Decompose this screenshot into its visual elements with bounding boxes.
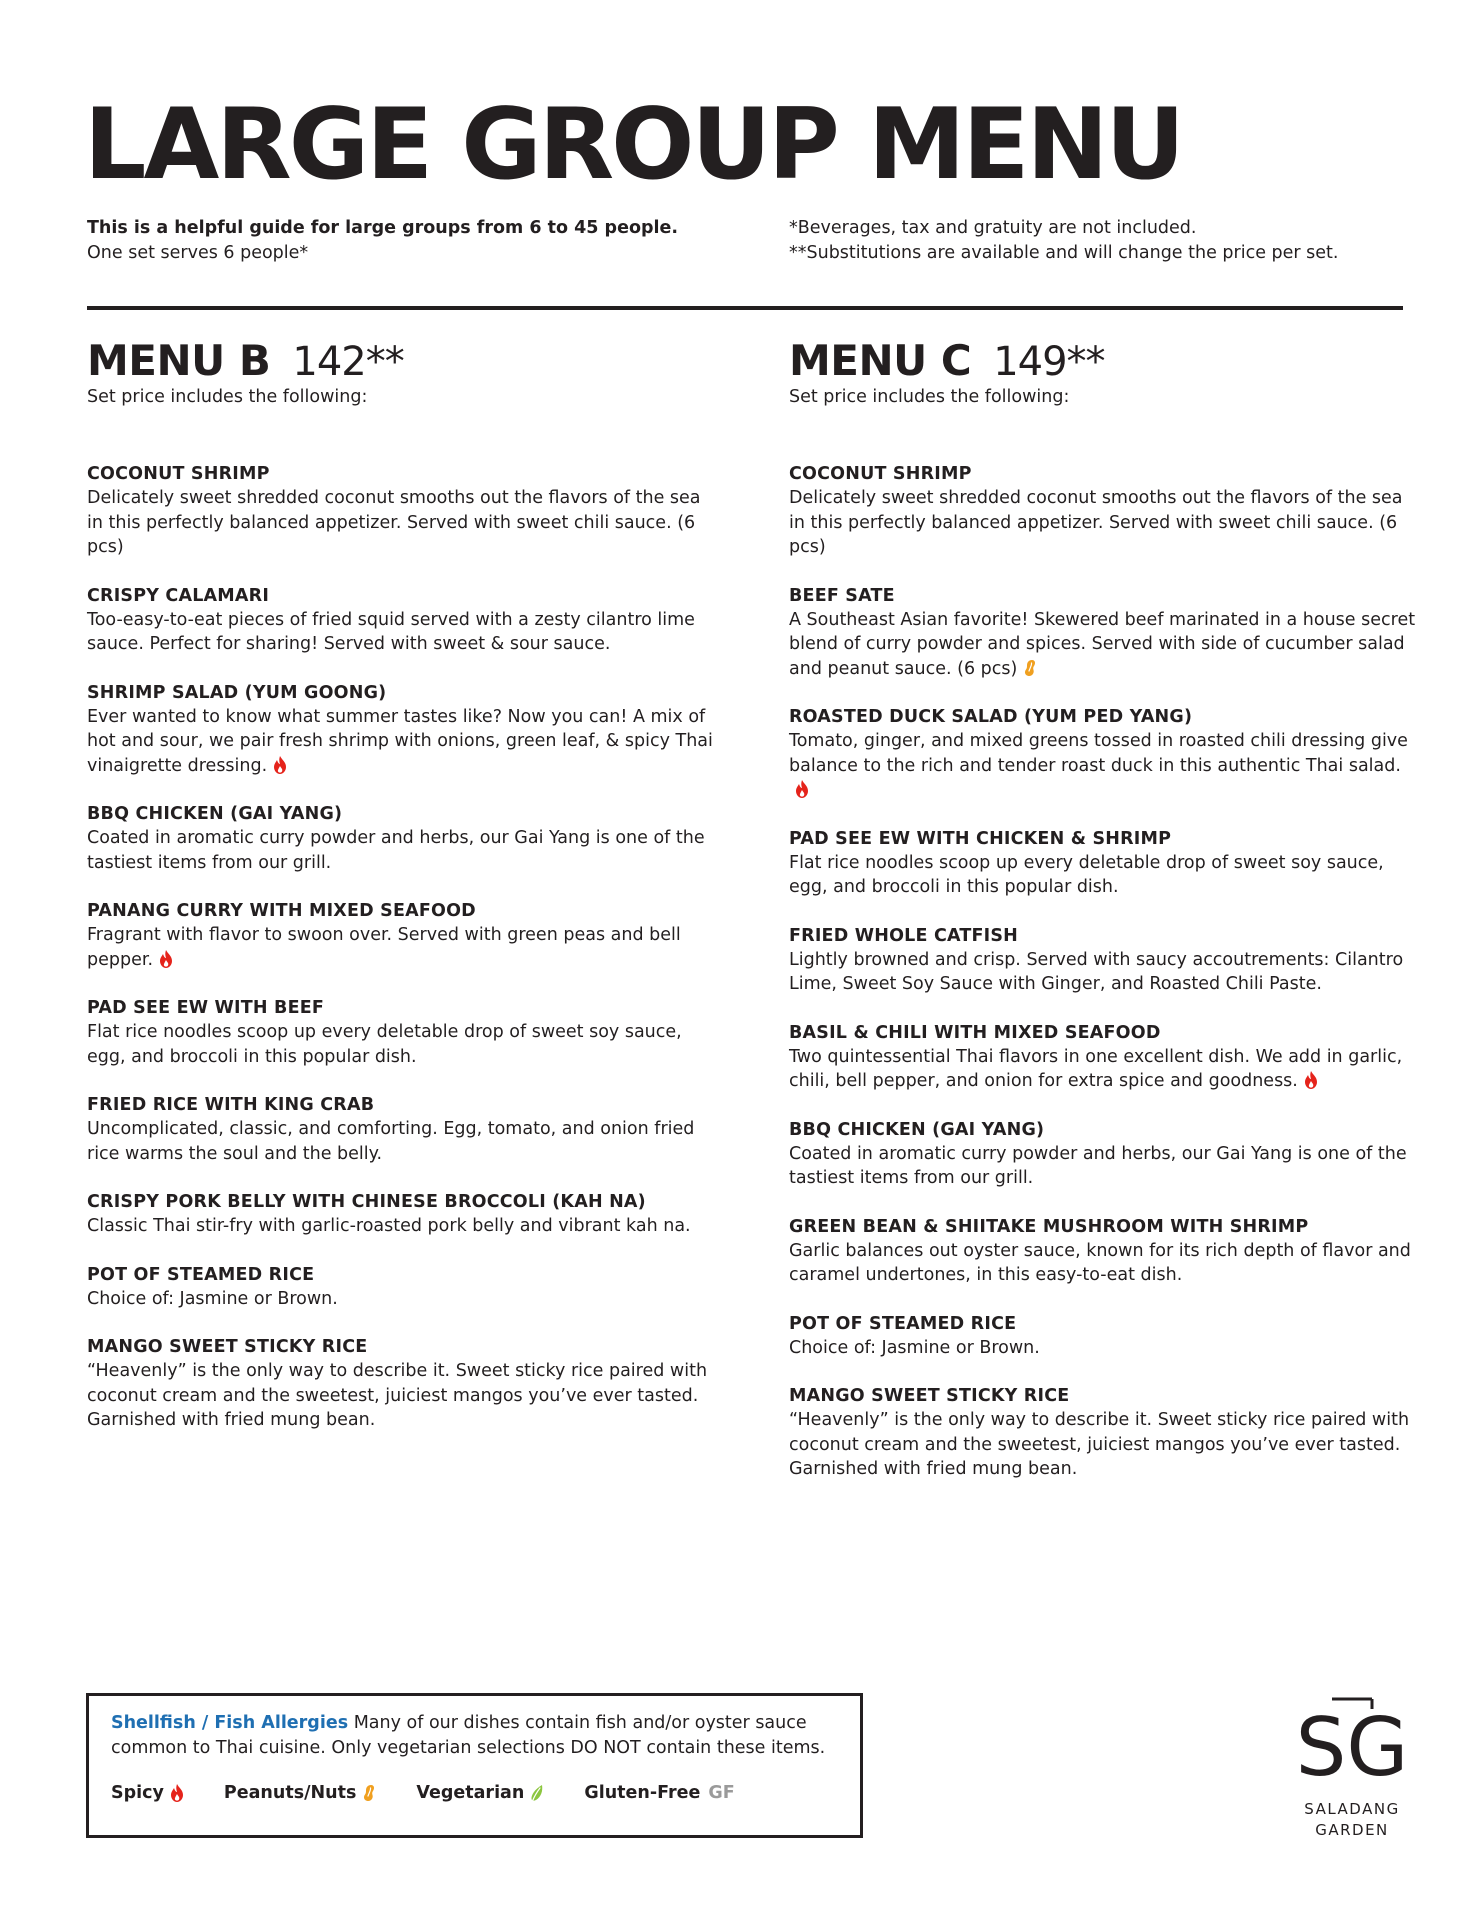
item-name: COCONUT SHRIMP [789,464,972,485]
spicy-icon [159,950,173,968]
item-desc-text: Fragrant with flavor to swoon over. Served with green peas and bell pepper. [87,925,681,970]
menu-item [87,681,717,779]
item-name: CRISPY PORK BELLY WITH CHINESE BROCCOLI (KAH NA) [87,1192,646,1213]
menu-item [87,802,717,875]
menu-item [789,1215,1419,1288]
item-desc-text: “Heavenly” is the only way to describe it. Sweet sticky rice paired with coconut cream and the sweetest, juiciest mangos you’ve ever tasted. Garnished with fried mung bean. [789,1410,1410,1480]
item-desc [87,1214,717,1239]
item-name: PAD SEE EW WITH CHICKEN & SHRIMP [789,828,1172,849]
menu-b-subtitle: Set price includes the following: [87,387,368,408]
legend-gluten-free-label: Gluten-Free [584,1783,701,1803]
dietary-legend [111,1783,840,1803]
item-name: MANGO SWEET STICKY RICE [87,1337,368,1358]
allergy-heading: Shellfish / Fish Allergies [111,1713,349,1733]
item-desc-text: Flat rice noodles scoop up every deletable drop of sweet soy sauce, egg, and broccoli in this popular dish. [789,852,1384,898]
menu-c-name: MENU C [789,336,972,385]
menu-c-column [789,338,1419,1506]
item-name: ROASTED DUCK SALAD (YUM PED YANG) [789,707,1193,728]
item-name: FRIED RICE WITH KING CRAB [87,1095,375,1116]
sg-logo-mark [1295,1695,1409,1794]
item-desc-text: Uncomplicated, classic, and comforting. Egg, tomato, and onion fried rice warms the soul and the belly. [87,1119,695,1164]
item-desc-text: Choice of: Jasmine or Brown. [87,1288,338,1309]
page-title: LARGE GROUP MENU [84,88,1183,202]
item-desc [789,1239,1419,1288]
item-name: SHRIMP SALAD (YUM GOONG) [87,682,387,703]
menu-b-items [87,462,717,1433]
menu-item [789,924,1419,997]
menu-item [789,462,1419,560]
logo-line-1: SALADANG [1304,1800,1400,1818]
item-name: CRISPY CALAMARI [87,585,270,606]
menu-item [789,1384,1419,1482]
item-name: FRIED WHOLE CATFISH [789,925,1019,946]
menu-item [87,1263,717,1312]
menu-item [789,827,1419,900]
item-desc [87,1020,717,1069]
item-desc-text: “Heavenly” is the only way to describe it. Sweet sticky rice paired with coconut cream and the sweetest, juiciest mangos you’ve ever tasted. Garnished with fried mung bean. [87,1361,708,1431]
item-desc [87,1359,717,1433]
logo-wordmark [1302,1799,1402,1841]
item-desc [87,1117,717,1166]
item-name: BBQ CHICKEN (GAI YANG) [789,1119,1045,1140]
intro-note-substitutions: **Substitutions are available and will change the price per set. [789,243,1339,263]
item-desc-text: A Southeast Asian favorite! Skewered beef marinated in a house secret blend of curry powder and spices. Served with side of cucumber salad and peanut sauce. (6 pcs) [789,609,1416,679]
item-desc-text: Garlic balances out oyster sauce, known for its rich depth of flavor and caramel undertones, in this easy-to-eat dish. [789,1240,1411,1286]
item-desc [789,851,1419,900]
legend-gluten-free [584,1783,734,1803]
item-name: MANGO SWEET STICKY RICE [789,1386,1070,1407]
item-desc-text: Tomato, ginger, and mixed greens tossed in roasted chili dressing give balance to the rich and tender roast duck in this authentic Thai salad. [789,731,1408,776]
item-name: POT OF STEAMED RICE [87,1264,315,1285]
spicy-icon [273,756,287,774]
item-desc [789,486,1419,560]
divider-rule [87,306,1403,310]
item-desc [789,1045,1419,1094]
menu-item [789,1021,1419,1094]
menu-b-header [87,338,717,384]
intro-guide: This is a helpful guide for large groups from 6 to 45 people. [87,218,679,238]
sg-logo-text: SG [1295,1701,1409,1794]
legend-peanuts-label: Peanuts/Nuts [223,1783,357,1803]
legend-peanuts [224,1783,376,1803]
spicy-icon [1304,1071,1318,1089]
menu-c-subtitle: Set price includes the following: [789,387,1070,408]
item-desc-text: Classic Thai stir-fry with garlic-roasted pork belly and vibrant kah na. [87,1216,691,1237]
gluten-free-mark: GF [708,1783,735,1803]
item-desc-text: Two quintessential Thai flavors in one excellent dish. We add in garlic, chili, bell pepper, and onion for extra spice and goodness. [789,1046,1403,1092]
menu-b-price: 142** [292,339,404,385]
menu-b-name: MENU B [87,336,271,385]
item-desc-text: Delicately sweet shredded coconut smooths out the flavors of the sea in this perfectly balanced appetizer. Served with sweet chili sauce. (6 pcs) [87,488,701,558]
allergy-notice-box [86,1693,863,1838]
intro-serves: One set serves 6 people* [87,243,309,263]
peanut-icon [362,1784,376,1802]
item-desc-text: Coated in aromatic curry powder and herbs, our Gai Yang is one of the tastiest items from our grill. [789,1143,1407,1189]
item-desc-text: Too-easy-to-eat pieces of fried squid served with a zesty cilantro lime sauce. Perfect for sharing! Served with sweet & sour sauce. [87,609,695,655]
menu-b-column [87,338,717,1457]
menu-c-header [789,338,1419,384]
menu-item [789,584,1419,682]
menu-item [87,1093,717,1166]
item-desc-text: Lightly browned and crisp. Served with saucy accoutrements: Cilantro Lime, Sweet Soy Sauce with Ginger, and Roasted Chili Paste. [789,949,1404,995]
item-name: COCONUT SHRIMP [87,464,270,485]
menu-item [87,1335,717,1433]
menu-c-items [789,462,1419,1482]
menu-item [789,1312,1419,1361]
item-name: BASIL & CHILI WITH MIXED SEAFOOD [789,1022,1161,1043]
saladang-garden-logo [1295,1695,1409,1841]
spicy-icon [795,780,809,798]
item-desc [789,729,1419,803]
allergy-body: Many of our dishes contain fish and/or oyster sauce common to Thai cuisine. Only vegetarian selections DO NOT contain these items. [111,1713,826,1758]
item-desc [87,705,717,779]
item-name: PANANG CURRY WITH MIXED SEAFOOD [87,901,476,922]
intro-note-beverages: *Beverages, tax and gratuity are not included. [789,218,1197,238]
item-desc [87,923,717,972]
item-desc [87,486,717,560]
item-desc [87,608,717,657]
item-desc-text: Delicately sweet shredded coconut smooths out the flavors of the sea in this perfectly balanced appetizer. Served with sweet chili sauce. (6 pcs) [789,488,1403,558]
menu-c-price: 149** [993,339,1105,385]
item-name: BEEF SATE [789,585,895,606]
item-desc [87,1287,717,1312]
item-desc-text: Choice of: Jasmine or Brown. [789,1337,1040,1358]
spicy-icon [170,1784,184,1802]
item-desc-text: Ever wanted to know what summer tastes like? Now you can! A mix of hot and sour, we pair fresh shrimp with onions, green leaf, & spicy Thai vinaigrette dressing. [87,706,713,776]
legend-spicy [111,1783,184,1803]
item-name: POT OF STEAMED RICE [789,1313,1017,1334]
menu-item [87,996,717,1069]
item-desc-text: Flat rice noodles scoop up every deletable drop of sweet soy sauce, egg, and broccoli in this popular dish. [87,1022,682,1067]
item-desc [789,1142,1419,1191]
leaf-icon [530,1784,544,1802]
menu-item [87,584,717,657]
menu-item [87,1190,717,1239]
allergy-text [111,1711,840,1761]
legend-spicy-label: Spicy [111,1783,164,1803]
menu-item [87,462,717,560]
item-desc [87,826,717,875]
item-name: BBQ CHICKEN (GAI YANG) [87,804,343,825]
intro-left [87,216,678,266]
item-desc [789,1336,1419,1361]
item-desc-text: Coated in aromatic curry powder and herbs, our Gai Yang is one of the tastiest items from our grill. [87,828,705,873]
item-desc [789,948,1419,997]
menu-item [789,1118,1419,1191]
legend-vegetarian [416,1783,544,1803]
item-name: GREEN BEAN & SHIITAKE MUSHROOM WITH SHRIMP [789,1216,1309,1237]
legend-vegetarian-label: Vegetarian [416,1783,525,1803]
logo-line-2: GARDEN [1315,1821,1389,1839]
peanut-icon [1023,659,1037,677]
item-desc [789,608,1419,682]
menu-item [789,705,1419,803]
intro-right [789,216,1338,266]
item-desc [789,1408,1419,1482]
menu-item [87,899,717,972]
item-name: PAD SEE EW WITH BEEF [87,998,325,1019]
